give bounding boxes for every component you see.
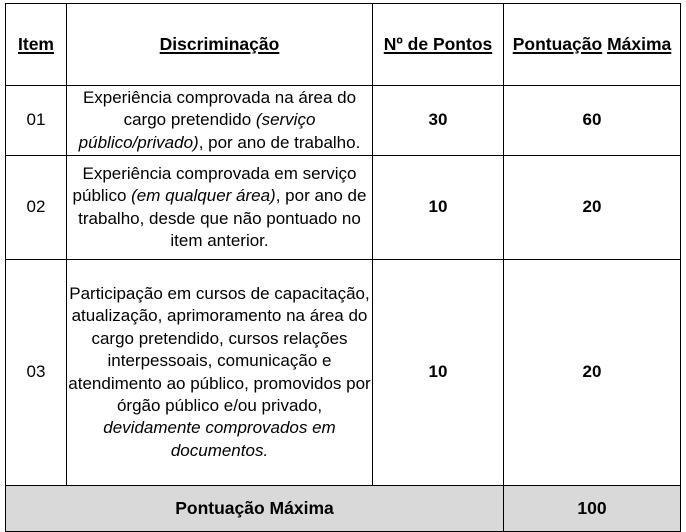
header-maxima-word2: Máxima: [607, 34, 672, 55]
row-pontos: 30: [373, 86, 504, 156]
header-maxima-word1: Pontuação: [512, 34, 603, 55]
row-pontos: 10: [373, 260, 504, 486]
total-value: 100: [504, 486, 681, 532]
header-item: [6, 4, 67, 86]
row-description: [67, 156, 373, 260]
row-description-italic: devidamente comprovados em documentos.: [103, 418, 336, 460]
header-discriminacao: [67, 4, 373, 86]
row-description-text: Experiência comprovada na área do cargo pretendido: [82, 87, 357, 130]
header-item-label: Item: [18, 34, 54, 55]
row-description-italic: (serviço público/privado): [78, 110, 316, 152]
row-item-number: 02: [6, 156, 67, 260]
table-row: [6, 260, 681, 486]
row-description-text-end: , por ano de trabalho.: [198, 132, 361, 152]
total-row: [6, 486, 681, 532]
row-item-number: 03: [6, 260, 67, 486]
row-description-italic: (em qualquer área): [131, 186, 276, 206]
row-description: [67, 86, 373, 156]
header-pontos-word: Pontos: [432, 34, 493, 55]
table-row: [6, 156, 681, 260]
header-row: [6, 4, 681, 86]
header-discriminacao-label: Discriminação: [159, 34, 280, 55]
score-table: [5, 3, 681, 532]
header-pontos-prefix: Nº de: [383, 34, 433, 55]
row-maxima: 60: [504, 86, 681, 156]
row-description-text: Experiência comprovada em serviço público: [72, 163, 357, 206]
row-description: [67, 260, 373, 486]
row-pontos: 10: [373, 156, 504, 260]
table-row: [6, 86, 681, 156]
header-pontos: [373, 4, 504, 86]
row-description-text: Participação em cursos de capacitação, atualização, aprimoramento na área do cargo pretendido, cursos relações interpessoais, comunicação e atendimento ao público, promovidos por órgão público e/ou privado,: [68, 283, 371, 415]
header-maxima: [504, 4, 681, 86]
row-maxima: 20: [504, 156, 681, 260]
row-item-number: 01: [6, 86, 67, 156]
total-label: Pontuação Máxima: [6, 486, 504, 532]
row-maxima: 20: [504, 260, 681, 486]
row-description-text-end: , por ano de trabalho, desde que não pontuado no item anterior.: [78, 186, 367, 250]
